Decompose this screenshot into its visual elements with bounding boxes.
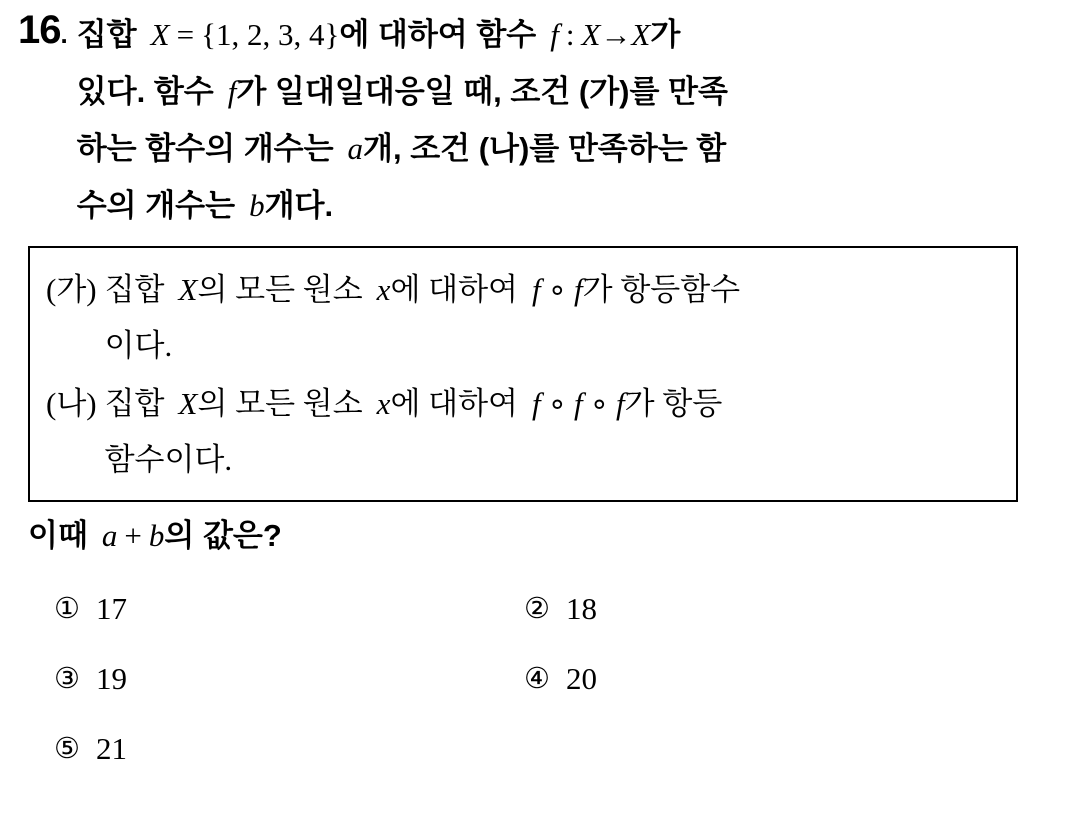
stem-line-2-b: 가 일대일대응일 때, 조건 (가)를 만족 — [236, 74, 728, 109]
choice-row-1 — [54, 574, 994, 644]
stem-line-1-math-3: f — [550, 17, 559, 52]
choice-option-4[interactable] — [524, 662, 994, 696]
condition-ga — [46, 262, 1000, 374]
condition-ga-tag: (가) — [46, 272, 97, 307]
stem-line-1-a: 집합 — [76, 17, 137, 52]
stem-line-1-math-2: {1, 2, 3, 4} — [201, 17, 340, 52]
choice-marker-4: ④ — [524, 663, 550, 695]
choice-option-1[interactable] — [54, 592, 524, 626]
stem-line-1-b: 에 대하여 함수 — [339, 17, 537, 52]
choice-option-2[interactable] — [524, 592, 994, 626]
stem-line-4-b: 개다. — [264, 188, 334, 223]
choice-option-5[interactable] — [54, 732, 524, 766]
stem-line-1-math-5: X — [631, 17, 651, 52]
stem-line-4-a: 수의 개수는 — [76, 188, 236, 223]
choice-marker-5: ⑤ — [54, 733, 80, 765]
choice-marker-2: ② — [524, 593, 550, 625]
choice-label-2: 18 — [566, 591, 597, 626]
choice-marker-1: ① — [54, 593, 80, 625]
choice-row-2 — [54, 644, 994, 714]
choice-label-4: 20 — [566, 661, 597, 696]
stem-line-2 — [77, 63, 1044, 120]
stem-line-1-math-4: X — [581, 17, 601, 52]
stem-line-4-math-1: b — [249, 188, 265, 223]
question-number-value: 16 — [18, 8, 61, 52]
stem-line-1: 집합 X = {1, 2, 3, 4}에 대하여 함수 f : X→X가 — [76, 17, 681, 52]
condition-ga-line-2: 이다. — [104, 328, 173, 363]
stem-line-3-b: 개, 조건 (나)를 만족하는 함 — [363, 131, 727, 166]
question-ask-line: 이때 a + b의 값은? — [28, 518, 282, 553]
condition-na-tag: (나) — [46, 386, 97, 421]
stem-line-3 — [77, 120, 1044, 177]
stem-line-3-a: 하는 함수의 개수는 — [76, 131, 334, 166]
answer-choices — [54, 574, 994, 784]
choice-row-3 — [54, 714, 994, 784]
stem-line-1-c: 가 — [650, 17, 681, 52]
question-stem-text — [77, 6, 1044, 234]
stem-line-1-math-1: X — [150, 17, 170, 52]
condition-na — [46, 376, 1000, 488]
question-stem — [18, 6, 1044, 234]
condition-ga-line-1: 집합 X의 모든 원소 x에 대하여 f ∘ f가 항등함수 — [104, 272, 741, 307]
condition-na-line-1: 집합 X의 모든 원소 x에 대하여 f ∘ f ∘ f가 항등 — [104, 386, 723, 421]
choice-option-3[interactable] — [54, 662, 524, 696]
question-number — [18, 6, 77, 58]
stem-line-3-math-1: a — [347, 131, 364, 166]
choice-marker-3: ③ — [54, 663, 80, 695]
stem-line-4 — [77, 177, 1044, 234]
question-number-dot: . — [60, 19, 67, 49]
condition-na-line-2: 함수이다. — [104, 442, 233, 477]
choice-label-1: 17 — [96, 591, 127, 626]
stem-line-2-math-1: f — [227, 74, 237, 109]
conditions-box — [28, 246, 1018, 502]
choice-label-5: 21 — [96, 731, 127, 766]
choice-label-3: 19 — [96, 661, 127, 696]
stem-line-2-a: 있다. 함수 — [76, 74, 214, 109]
condition-ga-text — [105, 262, 1000, 374]
condition-na-text — [105, 376, 1000, 488]
